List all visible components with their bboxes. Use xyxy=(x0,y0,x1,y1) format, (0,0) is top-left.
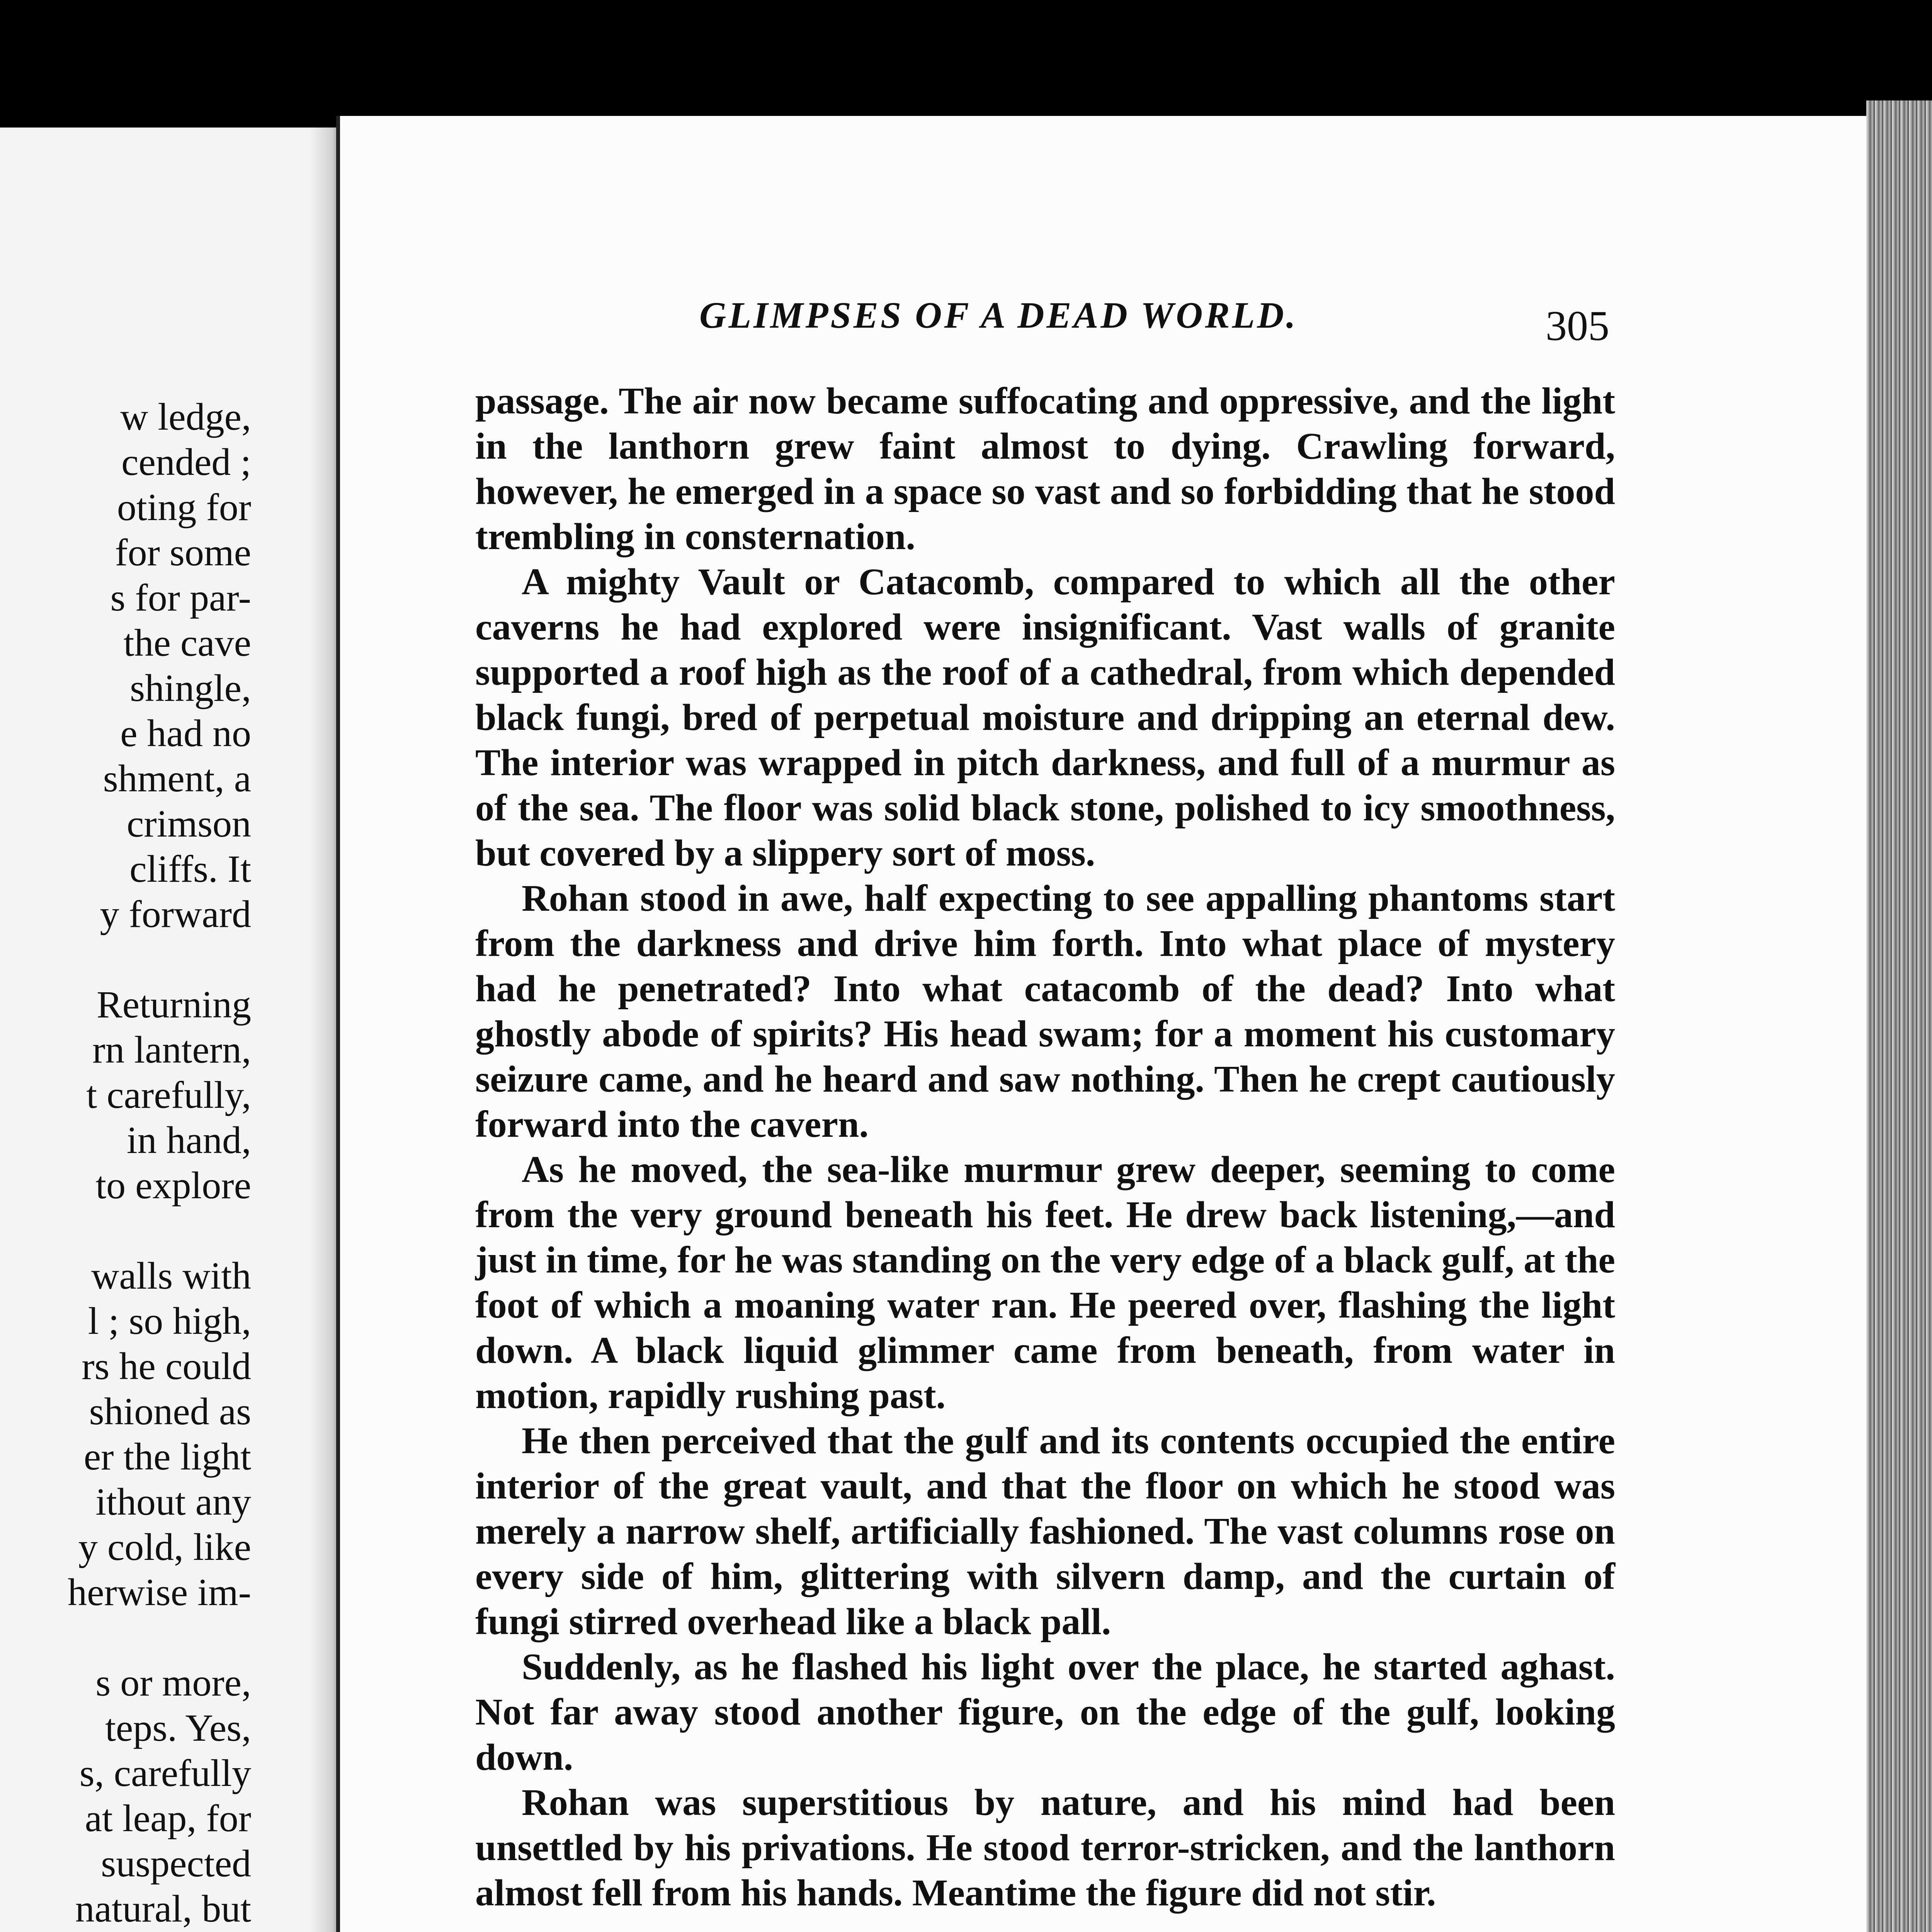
paragraph: Suddenly, as he flashed his light over the place, he started aghast. Not far away stood another figure, on the edge of the gulf, looking down. xyxy=(475,1646,1615,1778)
left-page-line: shingle, xyxy=(130,667,251,709)
left-page-text xyxy=(68,394,251,1932)
left-page-line: teps. Yes, xyxy=(105,1706,251,1749)
left-page-line: ithout any xyxy=(95,1480,251,1523)
left-page-line: the cave xyxy=(123,621,251,664)
left-page-line: to explore xyxy=(95,1164,251,1207)
left-page-line: oting for xyxy=(117,486,251,529)
left-page-line: s or more, xyxy=(95,1661,251,1704)
left-page-line: s, carefully xyxy=(79,1752,251,1794)
left-page-line: walls with xyxy=(91,1254,251,1297)
left-page-line xyxy=(68,1208,251,1253)
left-page-line: er the light xyxy=(83,1435,251,1478)
left-page-line: herwise im- xyxy=(68,1571,251,1614)
paragraph: A mighty Vault or Catacomb, compared to which all the other caverns he had explored were insignificant. Vast walls of granite supported a roof high as the roof of a cathedral, from which depended black fungi, bred of perpetual moisture and dripping an eternal dew. The interior was wrapped in pitch darkness, and full of a murmur as of the sea. The floor was solid black stone, polished to icy smoothness, but covered by a slippery sort of moss. xyxy=(475,561,1615,874)
left-page-line: natural, but xyxy=(75,1887,251,1930)
page-edges xyxy=(1866,100,1932,1932)
paragraph: passage. The air now became suffocating and oppressive, and the light in the lanthorn grew faint almost to dying. Crawling forward, however, he emerged in a space so vast and so forbidding that he stood trembling in consternation. xyxy=(475,380,1615,558)
left-page-line: cliffs. It xyxy=(129,847,251,890)
left-page-line: rs he could xyxy=(82,1345,251,1388)
body-text xyxy=(475,379,1615,1916)
left-page-line: at leap, for xyxy=(85,1797,251,1840)
left-page-line: w ledge, xyxy=(120,395,251,438)
left-page-line: shioned as xyxy=(89,1390,251,1433)
paragraph: As he moved, the sea-like murmur grew deeper, seeming to come from the very ground beneath his feet. He drew back listening,—and just in time, for he was standing on the very edge of a black gulf, at the foot of which a moaning water ran. He peered over, flashing the light down. A black liquid glimmer came from beneath, from water in motion, rapidly rushing past. xyxy=(475,1149,1615,1417)
paragraph: He then perceived that the gulf and its contents occupied the entire interior of the great vault, and that the floor on which he stood was merely a narrow shelf, artificially fashioned. The vast columns rose on every side of him, glittering with silvern damp, and the curtain of fungi stirred overhead like a black pall. xyxy=(475,1420,1615,1643)
left-page-line: cended ; xyxy=(121,440,251,483)
left-page-line: y forward xyxy=(100,893,251,935)
left-page-line: crimson xyxy=(126,802,251,845)
left-page-line: e had no xyxy=(120,712,251,755)
left-page-line: s for par- xyxy=(110,576,251,619)
left-page-line: l ; so high, xyxy=(88,1299,251,1342)
left-page-line: y cold, like xyxy=(78,1526,251,1568)
left-page xyxy=(0,128,350,1932)
left-page-line xyxy=(68,937,251,982)
paragraph: Rohan stood in awe, half expecting to see appalling phantoms start from the darkness and drive him forth. Into what place of mystery had he penetrated? Into what catacomb of the dead? Into what ghostly abode of spirits? His head swam; for a moment his customary seizure came, and he heard and saw nothing. Then he crept cautiously forward into the cavern. xyxy=(475,878,1615,1145)
left-page-line xyxy=(68,1615,251,1660)
page-number: 305 xyxy=(1546,302,1609,349)
left-page-line: rn lantern, xyxy=(92,1028,251,1071)
left-page-line: shment, a xyxy=(103,757,251,800)
left-page-line: for some xyxy=(115,531,251,574)
left-page-line: Returning xyxy=(97,983,251,1026)
paragraph: Rohan was superstitious by nature, and his mind had been unsettled by his privations. He stood terror-stricken, and the lanthorn almost fell from his hands. Meantime the figure did not stir. xyxy=(475,1782,1615,1914)
left-page-line: suspected xyxy=(101,1842,251,1885)
left-page-line: t carefully, xyxy=(86,1073,251,1116)
left-page-line: in hand, xyxy=(126,1119,251,1162)
running-head: GLIMPSES OF A DEAD WORLD. xyxy=(699,294,1298,336)
